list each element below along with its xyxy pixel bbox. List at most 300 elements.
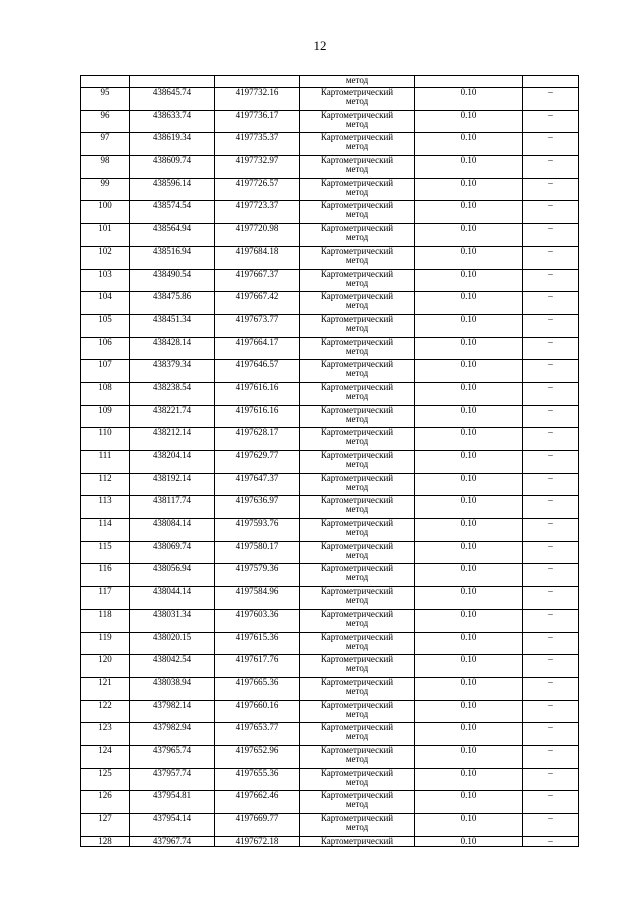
table-row [81,314,579,337]
method-line-1: Картометрический [320,359,394,370]
cell-accuracy: 0.10 [415,405,523,428]
cell-point-number: 107 [81,360,130,383]
table-row [81,723,579,746]
cell-method [300,292,415,315]
method-line-1: Картометрический [320,586,394,597]
method-line-2: метод [345,368,369,379]
cell-x-coordinate: 438596.14 [130,178,215,201]
cell-x-coordinate: 438031.34 [130,609,215,632]
method-line-2: метод [345,254,369,265]
cell-accuracy: 0.10 [415,836,523,847]
cell-point-number: 112 [81,473,130,496]
cell-method [300,473,415,496]
cell-method [300,655,415,678]
cell-x-coordinate: 438212.14 [130,428,215,451]
method-line-2: метод [345,572,369,583]
method-line-1: Картометрический [320,495,394,506]
cell-accuracy: 0.10 [415,564,523,587]
cell-method [300,496,415,519]
method-line-2: метод [345,595,369,606]
cell-method [300,224,415,247]
cell-note: – [523,836,579,847]
cell-method [300,451,415,474]
method-line-2: метод [345,708,369,719]
cell-y-coordinate: 4197736.17 [215,110,300,133]
cell-note: – [523,632,579,655]
table-row [81,133,579,156]
method-line-2: метод [345,277,369,288]
method-line-1: Картометрический [320,563,394,574]
cell-y-coordinate: 4197652.96 [215,745,300,768]
cell-note: – [523,405,579,428]
table-row [81,110,579,133]
cell-point-number: 120 [81,655,130,678]
table-row [81,292,579,315]
cell-method [300,88,415,111]
cell-point-number: 115 [81,541,130,564]
cell-accuracy: 0.10 [415,496,523,519]
method-line-1: Картометрический [320,269,394,279]
cell-x-coordinate [130,76,215,88]
cell-method [300,405,415,428]
method-line-2: метод [345,527,369,538]
table-row [81,382,579,405]
cell-x-coordinate: 438020.15 [130,632,215,655]
cell-point-number: 96 [81,110,130,133]
cell-point-number: 119 [81,632,130,655]
method-line-1: Картометрический [320,87,394,97]
cell-y-coordinate: 4197667.42 [215,292,300,315]
cell-x-coordinate: 438428.14 [130,337,215,360]
cell-x-coordinate: 438619.34 [130,133,215,156]
cell-accuracy: 0.10 [415,519,523,542]
method-line-2: метод [345,549,369,560]
cell-method [300,632,415,655]
cell-x-coordinate: 438475.86 [130,292,215,315]
cell-accuracy: 0.10 [415,768,523,791]
cell-point-number: 103 [81,269,130,292]
method-line-1: Картометрический [320,677,394,687]
cell-point-number: 126 [81,791,130,814]
table-row [81,677,579,700]
cell-point-number: 102 [81,246,130,269]
cell-method: Картометрический [300,836,415,847]
cell-accuracy: 0.10 [415,700,523,723]
method-line-1: Картометрический [320,382,394,392]
cell-point-number: 110 [81,428,130,451]
method-line-2: метод [345,345,369,356]
cell-y-coordinate: 4197655.36 [215,768,300,791]
method-line-1: Картометрический [320,155,394,166]
table-row-last [81,836,579,847]
method-line-2: метод [345,663,369,674]
table-row [81,564,579,587]
table-row [81,745,579,768]
cell-method [300,201,415,224]
cell-point-number: 105 [81,314,130,337]
cell-x-coordinate: 438084.14 [130,519,215,542]
cell-accuracy: 0.10 [415,360,523,383]
cell-point-number: 123 [81,723,130,746]
cell-note: – [523,587,579,610]
method-line-2: метод [345,753,369,764]
cell-x-coordinate: 438042.54 [130,655,215,678]
cell-x-coordinate: 438633.74 [130,110,215,133]
cell-method [300,382,415,405]
cell-method [300,269,415,292]
method-line-1: Картометрический [320,609,394,619]
method-line-2: метод [345,822,369,832]
cell-point-number: 100 [81,201,130,224]
table-row [81,655,579,678]
cell-method [300,519,415,542]
method-line-1: Картометрический [320,790,394,801]
cell-note: – [523,496,579,519]
cell-point-number: 113 [81,496,130,519]
cell-accuracy: 0.10 [415,314,523,337]
coordinates-table [80,75,579,847]
method-line-2: метод [345,300,369,311]
cell-method [300,768,415,791]
cell-point-number: 106 [81,337,130,360]
cell-y-coordinate: 4197720.98 [215,224,300,247]
cell-note: – [523,88,579,111]
cell-note: – [523,677,579,700]
cell-note: – [523,110,579,133]
cell-x-coordinate: 437967.74 [130,836,215,847]
cell-note: – [523,564,579,587]
cell-note [523,76,579,88]
cell-point-number: 125 [81,768,130,791]
table-row [81,246,579,269]
method-line-1: Картометрический [320,178,394,188]
coordinates-table-body [81,76,579,847]
cell-method [300,677,415,700]
cell-accuracy: 0.10 [415,745,523,768]
table-row [81,405,579,428]
method-line-2: метод [345,164,369,175]
table-row [81,496,579,519]
cell-y-coordinate: 4197664.17 [215,337,300,360]
cell-note: – [523,360,579,383]
cell-x-coordinate: 437954.81 [130,791,215,814]
method-line-1: Картометрический [320,405,394,415]
cell-point-number: 97 [81,133,130,156]
table-row [81,791,579,814]
cell-x-coordinate: 438564.94 [130,224,215,247]
method-line-1: Картометрический [320,541,394,551]
method-line-1: Картометрический [320,427,394,438]
cell-y-coordinate: 4197584.96 [215,587,300,610]
method-line-2: метод [345,118,369,129]
cell-note: – [523,178,579,201]
cell-x-coordinate: 438221.74 [130,405,215,428]
cell-point-number: 104 [81,292,130,315]
cell-accuracy: 0.10 [415,609,523,632]
cell-accuracy: 0.10 [415,110,523,133]
cell-x-coordinate: 438038.94 [130,677,215,700]
cell-note: – [523,156,579,179]
cell-point-number: 116 [81,564,130,587]
method-line-2: метод [345,459,369,469]
cell-point-number: 124 [81,745,130,768]
cell-x-coordinate: 438609.74 [130,156,215,179]
cell-y-coordinate: 4197672.18 [215,836,300,847]
cell-point-number: 117 [81,587,130,610]
cell-y-coordinate: 4197726.57 [215,178,300,201]
method-line-1: Картометрический [320,450,394,460]
cell-method [300,156,415,179]
table-row [81,269,579,292]
cell-y-coordinate: 4197653.77 [215,723,300,746]
cell-point-number: 111 [81,451,130,474]
cell-accuracy: 0.10 [415,178,523,201]
cell-method [300,745,415,768]
cell-x-coordinate: 438056.94 [130,564,215,587]
cell-note: – [523,451,579,474]
table-row [81,609,579,632]
cell-note: – [523,201,579,224]
method-line-1: Картометрический [320,473,394,483]
cell-accuracy: 0.10 [415,451,523,474]
cell-note: – [523,723,579,746]
cell-x-coordinate: 437954.14 [130,814,215,837]
table-row [81,768,579,791]
cell-y-coordinate: 4197660.16 [215,700,300,723]
method-line-1: Картометрический [320,291,394,302]
cell-point-number: 127 [81,814,130,837]
cell-accuracy: 0.10 [415,814,523,837]
cell-method [300,723,415,746]
cell-y-coordinate: 4197732.97 [215,156,300,179]
table-row [81,451,579,474]
table-row [81,587,579,610]
cell-y-coordinate [215,76,300,88]
cell-note: – [523,791,579,814]
cell-method [300,791,415,814]
cell-x-coordinate: 438379.34 [130,360,215,383]
cell-point-number: 121 [81,677,130,700]
cell-method [300,314,415,337]
cell-method [300,564,415,587]
cell-y-coordinate: 4197579.36 [215,564,300,587]
cell-method [300,700,415,723]
method-line-1: Картометрический [320,768,394,778]
method-line-1: Картометрический [320,632,394,642]
cell-accuracy: 0.10 [415,473,523,496]
cell-accuracy: 0.10 [415,201,523,224]
table-row [81,814,579,837]
method-line-2: метод [345,96,369,106]
cell-x-coordinate: 438238.54 [130,382,215,405]
cell-y-coordinate: 4197684.18 [215,246,300,269]
cell-method [300,814,415,837]
table-row [81,360,579,383]
method-line-2: метод [345,322,369,333]
method-line-2: метод [345,504,369,515]
cell-accuracy: 0.10 [415,382,523,405]
cell-method [300,133,415,156]
cell-point-number: 118 [81,609,130,632]
cell-accuracy: 0.10 [415,541,523,564]
method-line-1: Картометрический [320,745,394,755]
cell-note: – [523,700,579,723]
cell-accuracy: 0.10 [415,88,523,111]
cell-note: – [523,745,579,768]
cell-y-coordinate: 4197636.97 [215,496,300,519]
cell-x-coordinate: 437982.94 [130,723,215,746]
cell-x-coordinate: 438451.34 [130,314,215,337]
cell-method [300,609,415,632]
cell-method: метод [300,76,415,88]
cell-note: – [523,292,579,315]
cell-point-number: 109 [81,405,130,428]
table-row [81,519,579,542]
table-row-continued [81,76,579,88]
cell-accuracy: 0.10 [415,632,523,655]
table-row [81,700,579,723]
cell-note: – [523,519,579,542]
cell-x-coordinate: 438192.14 [130,473,215,496]
method-line-1: Картометрический [320,246,394,256]
method-line-2: метод [345,640,369,651]
cell-y-coordinate: 4197628.17 [215,428,300,451]
cell-point-number: 98 [81,156,130,179]
cell-y-coordinate: 4197616.16 [215,405,300,428]
cell-x-coordinate: 437982.14 [130,700,215,723]
cell-point-number: 114 [81,519,130,542]
cell-accuracy: 0.10 [415,428,523,451]
method-line-2: метод [345,481,369,492]
cell-point-number: 95 [81,88,130,111]
cell-note: – [523,541,579,564]
cell-x-coordinate: 438574.54 [130,201,215,224]
cell-note: – [523,337,579,360]
cell-accuracy: 0.10 [415,655,523,678]
method-line-1: Картометрический [320,314,394,324]
method-line-1: Картометрический [320,813,394,823]
cell-x-coordinate: 437957.74 [130,768,215,791]
method-line-2: метод [345,390,369,401]
cell-y-coordinate: 4197669.77 [215,814,300,837]
cell-y-coordinate: 4197673.77 [215,314,300,337]
method-line-2: метод [345,436,369,447]
cell-method [300,587,415,610]
table-row [81,473,579,496]
cell-accuracy: 0.10 [415,292,523,315]
table-row [81,541,579,564]
cell-point-number: 128 [81,836,130,847]
table-row [81,201,579,224]
cell-y-coordinate: 4197723.37 [215,201,300,224]
cell-accuracy: 0.10 [415,677,523,700]
cell-y-coordinate: 4197646.57 [215,360,300,383]
cell-y-coordinate: 4197616.16 [215,382,300,405]
cell-note: – [523,609,579,632]
cell-y-coordinate: 4197593.76 [215,519,300,542]
method-line-2: метод [345,413,369,424]
cell-x-coordinate: 438490.54 [130,269,215,292]
cell-y-coordinate: 4197735.37 [215,133,300,156]
cell-x-coordinate: 438117.74 [130,496,215,519]
table-row [81,88,579,111]
table-row [81,156,579,179]
cell-accuracy: 0.10 [415,246,523,269]
cell-accuracy: 0.10 [415,791,523,814]
cell-method [300,246,415,269]
table-row [81,632,579,655]
method-line-2: метод [345,186,369,197]
cell-y-coordinate: 4197665.36 [215,677,300,700]
cell-note: – [523,269,579,292]
method-line-2: метод [345,617,369,628]
cell-accuracy: 0.10 [415,224,523,247]
method-line-1: Картометрический [320,110,394,120]
cell-y-coordinate: 4197617.76 [215,655,300,678]
method-line-1: Картометрический [320,223,394,234]
cell-y-coordinate: 4197732.16 [215,88,300,111]
cell-y-coordinate: 4197667.37 [215,269,300,292]
cell-note: – [523,314,579,337]
method-line-1: Картометрический [320,200,394,211]
table-row [81,224,579,247]
cell-x-coordinate: 438204.14 [130,451,215,474]
cell-y-coordinate: 4197662.46 [215,791,300,814]
method-line-1: Картометрический [320,337,394,347]
cell-method [300,337,415,360]
cell-method [300,360,415,383]
cell-x-coordinate: 438645.74 [130,88,215,111]
method-line-2: метод [345,731,369,742]
cell-accuracy: 0.10 [415,133,523,156]
cell-x-coordinate: 438044.14 [130,587,215,610]
method-line-2: метод [345,685,369,696]
cell-point-number: 99 [81,178,130,201]
cell-note: – [523,224,579,247]
cell-point-number [81,76,130,88]
page-number: 12 [313,38,327,53]
cell-y-coordinate: 4197580.17 [215,541,300,564]
cell-note: – [523,473,579,496]
table-row [81,178,579,201]
cell-y-coordinate: 4197629.77 [215,451,300,474]
cell-note: – [523,246,579,269]
cell-method [300,110,415,133]
cell-point-number: 101 [81,224,130,247]
method-line-2: метод [345,232,369,243]
cell-note: – [523,382,579,405]
method-line-2: метод [345,209,369,220]
cell-note: – [523,655,579,678]
method-line-1: Картометрический [320,700,394,710]
method-line-1: Картометрический [320,654,394,665]
cell-accuracy: 0.10 [415,269,523,292]
table-row [81,337,579,360]
method-line-1: Картометрический [320,132,394,143]
cell-point-number: 108 [81,382,130,405]
cell-method [300,178,415,201]
cell-y-coordinate: 4197647.37 [215,473,300,496]
cell-accuracy [415,76,523,88]
method-line-2: метод [345,141,369,152]
cell-x-coordinate: 437965.74 [130,745,215,768]
cell-y-coordinate: 4197615.36 [215,632,300,655]
cell-x-coordinate: 438069.74 [130,541,215,564]
cell-y-coordinate: 4197603.36 [215,609,300,632]
cell-method [300,541,415,564]
method-line-1: Картометрический [320,518,394,529]
cell-note: – [523,768,579,791]
